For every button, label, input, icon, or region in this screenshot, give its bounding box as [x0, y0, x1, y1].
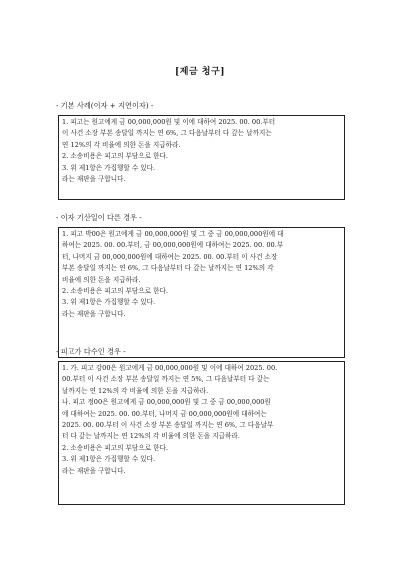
claim-line: 이 사건 소장 부본 송달일 까지는 연 6%, 그 다음날부터 다 갚는 날까지는 — [62, 129, 272, 138]
section-label-basic: - 기본 사례(이자 + 지연이자) - — [56, 101, 154, 110]
page-title: [제금 청구] — [175, 67, 225, 77]
claim-line: 2. 소송비용은 피고의 부담으로 한다. — [62, 443, 168, 452]
claim-line: 하여는 2025. 00. 00.부터, 금 00,000,000원에 대하여는 2025. 00. 00.부 — [62, 241, 284, 250]
claim-line: 1. 피고 박00은 원고에게 금 00,000,000원 및 그 중 금 00,000,000원에 대 — [62, 230, 284, 238]
claim-line: 터, 나머지 금 00,000,000원에 대하여는 2025. 00. 00.부터 이 사건 소장 — [62, 252, 278, 261]
claim-line: 3. 위 제1항은 가집행할 수 있다. — [62, 298, 156, 307]
claim-box-different-start-date — [58, 227, 345, 358]
claim-line: 나. 피고 정00은 원고에게 금 00,000,000원 및 그 중 금 00,000,000원 — [62, 398, 271, 407]
section-label-multiple-defendants: - 피고가 다수인 경우 - — [56, 347, 126, 356]
claim-line: 터 다 갚는 날까지는 연 12%의 각 비율에 의한 돈을 지급하라. — [62, 432, 240, 441]
claim-line: 3. 위 제1항은 가집행할 수 있다. — [62, 163, 156, 172]
claim-line: 연 12%의 각 비율에 의한 돈을 지급하라. — [62, 140, 181, 149]
claim-line: 라는 재판을 구합니다. — [62, 175, 126, 184]
claim-box-multiple-defendants — [58, 361, 345, 505]
claim-line: 비율에 의한 돈을 지급하라. — [62, 275, 141, 284]
section-label-different-start-date: - 이자 기산일이 다른 경우 - — [56, 213, 142, 222]
claim-line: 1. 피고는 원고에게 금 00,000,000원 및 이에 대하여 2025. 00. 00.부터 — [62, 118, 276, 126]
claim-line: 라는 재판을 구합니다. — [62, 309, 126, 318]
claim-line: 에 대하여는 2025. 00. 00.부터, 나머지 금 00,000,000원에 대하여는 — [62, 409, 267, 418]
claim-line: 부본 송달일 까지는 연 6%, 그 다음날부터 다 갚는 날까지는 연 12%의 각 — [62, 264, 274, 273]
claim-line: 00.부터 이 사건 소장 부본 송달일 까지는 연 5%, 그 다음날부터 다 갚는 — [62, 375, 270, 384]
claim-line: 3. 위 제1항은 가집행할 수 있다. — [62, 455, 156, 464]
claim-line: 2. 소송비용은 피고의 부담으로 한다. — [62, 287, 168, 296]
claim-box-basic — [58, 115, 345, 200]
claim-line: 라는 재판을 구합니다. — [62, 466, 126, 475]
claim-line: 날까지는 연 12%의 각 비율에 의한 돈을 지급하라. — [62, 386, 209, 395]
claim-line: 2. 소송비용은 피고의 부담으로 한다. — [62, 152, 168, 161]
claim-line: 2025. 00. 00.부터 이 사건 소장 부본 송달일 까지는 연 6%, 그 다음날부 — [62, 421, 274, 430]
claim-line: 1. 가. 피고 강00은 원고에게 금 00,000,000원 및 이에 대하여 2025. 00. — [62, 364, 278, 372]
